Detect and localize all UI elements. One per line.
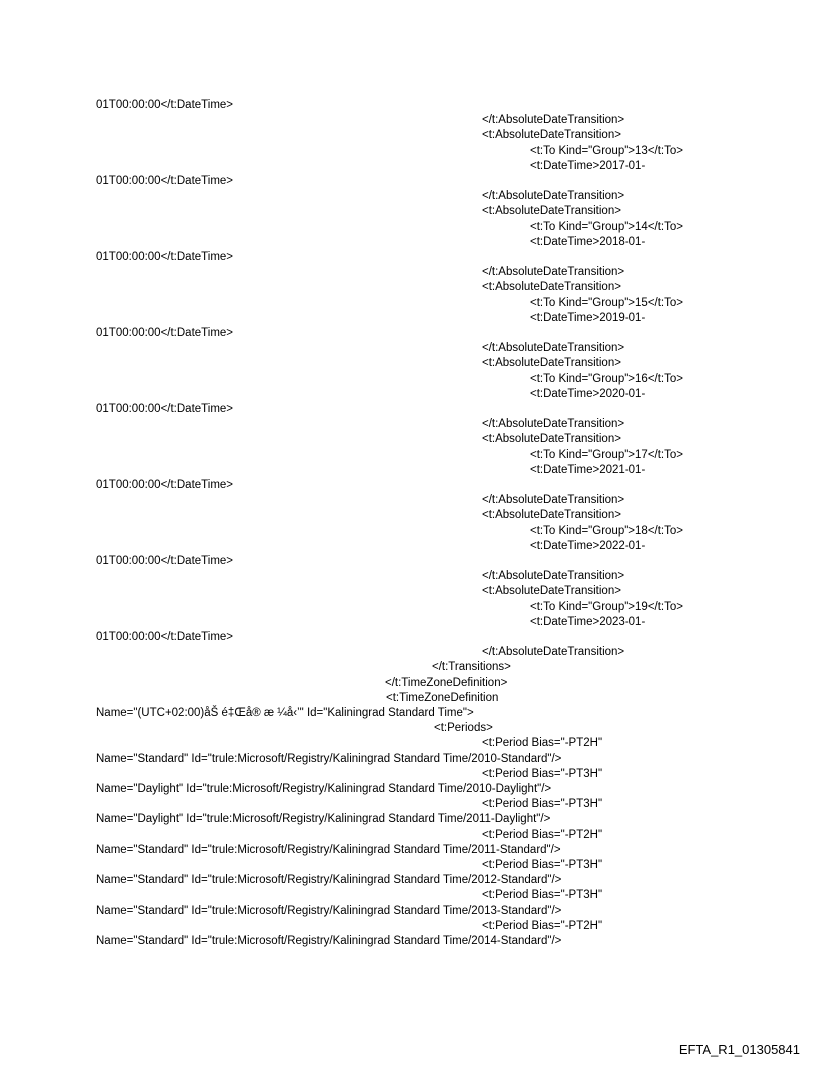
document-line: <t:Period Bias="-PT2H" bbox=[482, 737, 603, 750]
document-line: </t:AbsoluteDateTransition> bbox=[482, 494, 625, 507]
document-line: <t:Period Bias="-PT3H" bbox=[482, 798, 603, 811]
document-line: <t:To Kind="Group">15</t:To> bbox=[530, 296, 683, 309]
document-line: 01T00:00:00</t:DateTime> bbox=[96, 403, 234, 415]
document-line: <t:DateTime>2023-01- bbox=[530, 615, 646, 628]
document-line: 01T00:00:00</t:DateTime> bbox=[96, 175, 234, 187]
document-line: 01T00:00:00</t:DateTime> bbox=[96, 631, 234, 643]
document-line: <t:AbsoluteDateTransition> bbox=[482, 129, 621, 142]
document-line: <t:To Kind="Group">19</t:To> bbox=[530, 600, 683, 613]
document-line: 01T00:00:00</t:DateTime> bbox=[96, 555, 234, 567]
document-line: <t:To Kind="Group">16</t:To> bbox=[530, 372, 683, 385]
bates-number: EFTA_R1_01305841 bbox=[678, 1042, 800, 1057]
document-line: Name="Standard" Id="trule:Microsoft/Registry/Kaliningrad Standard Time/2013-Standard"/> bbox=[96, 904, 562, 917]
document-line: <t:Period Bias="-PT3H" bbox=[482, 859, 603, 871]
document-line: <t:AbsoluteDateTransition> bbox=[482, 509, 621, 522]
document-line: Name="(UTC+02:00)åŠ é‡Œå® æ ¼å‹’" Id="Kaliningrad Standard Time"> bbox=[96, 707, 474, 719]
document-line: <t:AbsoluteDateTransition> bbox=[482, 357, 621, 370]
document-line: </t:AbsoluteDateTransition> bbox=[482, 646, 625, 659]
document-line: <t:DateTime>2020-01- bbox=[530, 387, 646, 400]
document-line: </t:AbsoluteDateTransition> bbox=[482, 418, 625, 431]
document-line: <t:DateTime>2021-01- bbox=[530, 463, 646, 476]
document-line: </t:AbsoluteDateTransition> bbox=[482, 342, 625, 355]
document-line: <t:Periods> bbox=[434, 722, 493, 735]
document-line: <t:DateTime>2017-01- bbox=[530, 159, 646, 172]
document-line: <t:Period Bias="-PT2H" bbox=[482, 828, 603, 841]
document-line: <t:DateTime>2018-01- bbox=[530, 235, 646, 248]
document-line: </t:AbsoluteDateTransition> bbox=[482, 114, 625, 127]
document-line: Name="Daylight" Id="trule:Microsoft/Registry/Kaliningrad Standard Time/2010-Daylight"/> bbox=[96, 783, 552, 795]
document-line: </t:AbsoluteDateTransition> bbox=[482, 266, 625, 279]
document-line: 01T00:00:00</t:DateTime> bbox=[96, 479, 234, 491]
document-line: <t:DateTime>2019-01- bbox=[530, 311, 646, 324]
document-line: </t:AbsoluteDateTransition> bbox=[482, 570, 625, 583]
document-line: <t:AbsoluteDateTransition> bbox=[482, 281, 621, 294]
document-line: <t:Period Bias="-PT2H" bbox=[482, 919, 603, 932]
document-line: Name="Standard" Id="trule:Microsoft/Registry/Kaliningrad Standard Time/2012-Standard"/> bbox=[96, 874, 562, 887]
document-line: Name="Standard" Id="trule:Microsoft/Registry/Kaliningrad Standard Time/2014-Standard"/> bbox=[96, 935, 562, 947]
document-line: Name="Daylight" Id="trule:Microsoft/Registry/Kaliningrad Standard Time/2011-Daylight"/> bbox=[96, 813, 551, 826]
document-line: </t:TimeZoneDefinition> bbox=[385, 676, 508, 689]
document-line: <t:Period Bias="-PT3H" bbox=[482, 767, 603, 780]
document-line: Name="Standard" Id="trule:Microsoft/Registry/Kaliningrad Standard Time/2011-Standard"/> bbox=[96, 843, 561, 856]
document-line: <t:AbsoluteDateTransition> bbox=[482, 585, 621, 598]
document-line: <t:AbsoluteDateTransition> bbox=[482, 433, 621, 446]
document-line: 01T00:00:00</t:DateTime> bbox=[96, 99, 234, 111]
document-line: <t:To Kind="Group">13</t:To> bbox=[530, 144, 683, 157]
document-line: </t:AbsoluteDateTransition> bbox=[482, 190, 625, 203]
document-line: <t:Period Bias="-PT3H" bbox=[482, 889, 603, 902]
document-line: <t:DateTime>2022-01- bbox=[530, 539, 646, 552]
document-line: Name="Standard" Id="trule:Microsoft/Registry/Kaliningrad Standard Time/2010-Standard"/> bbox=[96, 752, 562, 765]
document-line: </t:Transitions> bbox=[432, 661, 511, 674]
document-line: 01T00:00:00</t:DateTime> bbox=[96, 251, 234, 263]
document-line: 01T00:00:00</t:DateTime> bbox=[96, 327, 234, 339]
document-line: <t:TimeZoneDefinition bbox=[386, 691, 499, 704]
document-line: <t:AbsoluteDateTransition> bbox=[482, 205, 621, 218]
document-line: <t:To Kind="Group">17</t:To> bbox=[530, 448, 683, 461]
document-line: <t:To Kind="Group">14</t:To> bbox=[530, 220, 683, 233]
document-line: <t:To Kind="Group">18</t:To> bbox=[530, 524, 683, 537]
